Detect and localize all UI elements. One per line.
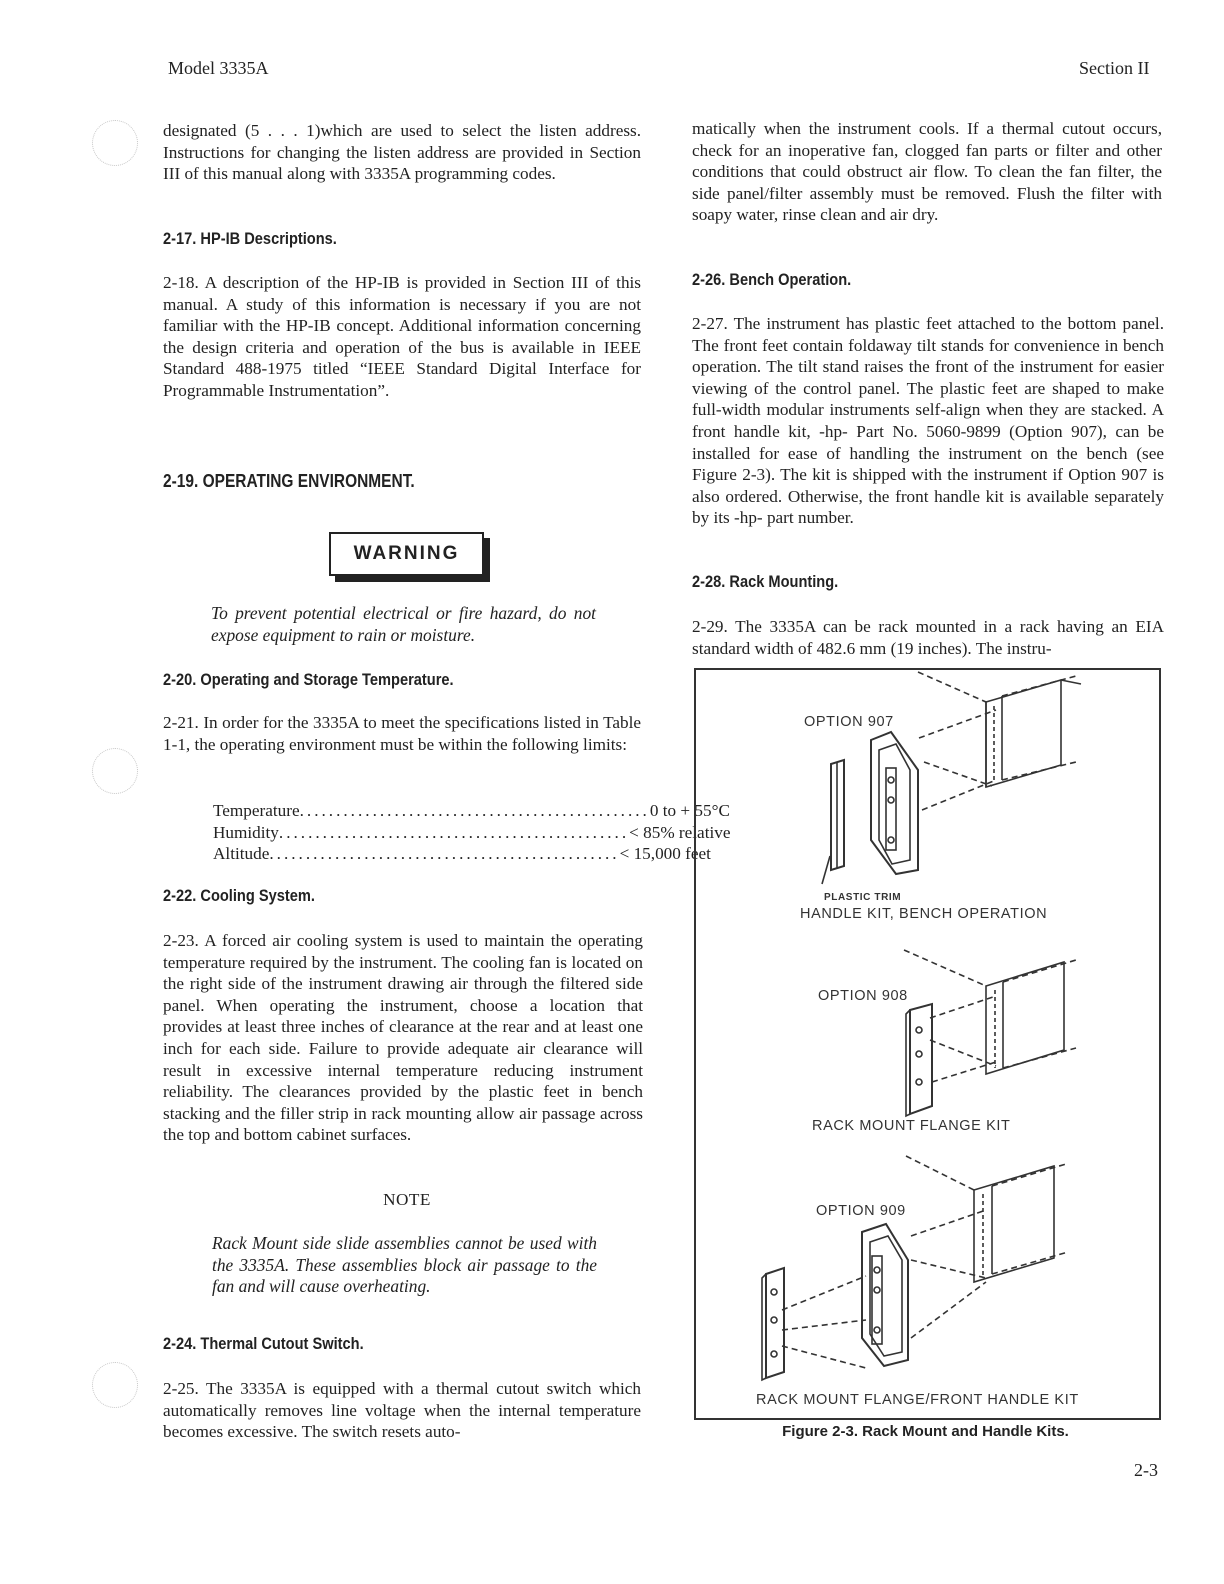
label-option-907: OPTION 907 xyxy=(804,714,894,730)
binder-hole-1 xyxy=(92,120,138,166)
plastic-trim-drawing xyxy=(822,760,844,884)
heading-2-26: 2-26. Bench Operation. xyxy=(692,270,852,289)
para-2-27: 2-27. The instrument has plastic feet attached to the bottom panel. The front feet contain foldaway tilt stands for convenience in bench operation. The tilt stand raises the front of the instrument for easier viewing of the control panel. The plastic feet are shaped to make full-width modular instruments self-align when they are stacked. A front handle kit, -hp- Part No. 5060-9899 (Option 907), can be installed for ease of handling the instrument on the bench (see Figure 2-3). The kit is shipped with the instrument if Option 907 is also ordered. Otherwise, the front handle kit is available separately by its -hp- part number. xyxy=(692,314,1164,528)
warning-text: To prevent potential electrical or fire hazard, do not expose equipment to rain or moisture. xyxy=(211,603,596,645)
warning-label: WARNING xyxy=(329,532,484,576)
heading-2-19: 2-19. OPERATING ENVIRONMENT. xyxy=(163,471,415,491)
label-option-908: OPTION 908 xyxy=(818,988,908,1004)
header-model: Model 3335A xyxy=(168,58,269,78)
title-flange-handle-kit: RACK MOUNT FLANGE/FRONT HANDLE KIT xyxy=(756,1392,1079,1408)
page-number: 2-3 xyxy=(1134,1460,1158,1480)
figure-caption: Figure 2-3. Rack Mount and Handle Kits. xyxy=(782,1423,1069,1440)
instrument-drawing-1 xyxy=(918,672,1081,810)
note-text: Rack Mount side slide assemblies cannot be used with the 3335A. These assemblies block air passage to the fan and will cause overheating. xyxy=(212,1233,597,1297)
para-2-18: 2-18. A description of the HP-IB is provided in Section III of this manual. A study of this information is necessary if you are not familiar with the HP-IB concept. Additional information concerning the design criteria and operation of the bus is available in IEEE Standard 488-1975 titled “IEEE Standard Digital Interface for Programmable Instrumentation”. xyxy=(163,273,641,400)
para-2-21: 2-21. In order for the 3335A to meet the specifications listed in Table 1-1, the operating environment must be within the following limits: xyxy=(163,713,641,754)
instrument-drawing-2 xyxy=(904,950,1076,1082)
limit-temperature: Temperature ................................................ 0 to + 55°C xyxy=(213,801,730,820)
heading-2-17: 2-17. HP-IB Descriptions. xyxy=(163,229,337,248)
limit-altitude: Altitude ................................................ < 15,000 feet xyxy=(213,844,711,864)
para-2-23: 2-23. A forced air cooling system is used to maintain the operating temperature required by the instrument. The cooling fan is located on the right side of the instrument drawing air through the filtered side panel. When operating the instrument, choose a location that provides at least three inches of clearance at the rear and at least one inch for each side. Failure to provide adequate air clearance will result in excessive internal temperature reducing instrument reliability. The clearances provided by the plastic feet in bench stacking and the filler strip in rack mounting allow air passage across the top and bottom cabinet surfaces. xyxy=(163,931,643,1145)
label-plastic-trim: PLASTIC TRIM xyxy=(824,892,902,903)
flange-drawing-3 xyxy=(762,1268,784,1380)
title-handle-kit: HANDLE KIT, BENCH OPERATION xyxy=(800,906,1048,922)
header-section: Section II xyxy=(1079,58,1150,78)
heading-2-20: 2-20. Operating and Storage Temperature. xyxy=(163,670,454,689)
figure-rack-mount-kits xyxy=(694,668,1161,1420)
heading-2-24: 2-24. Thermal Cutout Switch. xyxy=(163,1334,364,1353)
binder-hole-2 xyxy=(92,748,138,794)
para-2-29: 2-29. The 3335A can be rack mounted in a rack having an EIA standard width of 482.6 mm (19 inches). The instru- xyxy=(692,617,1164,658)
para-intro: designated (5 . . . 1)which are used to select the listen address. Instructions for changing the listen address are provided in Section III of this manual along with 3335A programming codes. xyxy=(163,121,641,184)
label-option-909: OPTION 909 xyxy=(816,1203,906,1219)
handle-drawing-1 xyxy=(871,732,918,874)
heading-2-22: 2-22. Cooling System. xyxy=(163,886,315,905)
binder-hole-3 xyxy=(92,1362,138,1408)
instrument-drawing-3 xyxy=(782,1156,1068,1368)
handle-drawing-3 xyxy=(862,1224,908,1366)
figure-drawing xyxy=(696,670,1159,1418)
title-flange-kit: RACK MOUNT FLANGE KIT xyxy=(812,1118,1011,1134)
note-title: NOTE xyxy=(383,1190,431,1209)
limit-humidity: Humidity ................................................ < 85% relative xyxy=(213,822,731,842)
limits-list xyxy=(213,800,731,865)
para-2-25: 2-25. The 3335A is equipped with a thermal cutout switch which automatically removes line voltage when the internal temperature becomes excessive. The switch resets auto- xyxy=(163,1379,641,1442)
heading-2-28: 2-28. Rack Mounting. xyxy=(692,572,839,591)
flange-drawing-2 xyxy=(906,1004,932,1116)
para-continued: matically when the instrument cools. If a thermal cutout occurs, check for an inoperative fan, clogged fan parts or filter and other conditions that could obstruct air flow. To clean the fan filter, the side panel/filter assembly must be removed. Flush the filter with soapy water, rinse clean and air dry. xyxy=(692,119,1162,225)
